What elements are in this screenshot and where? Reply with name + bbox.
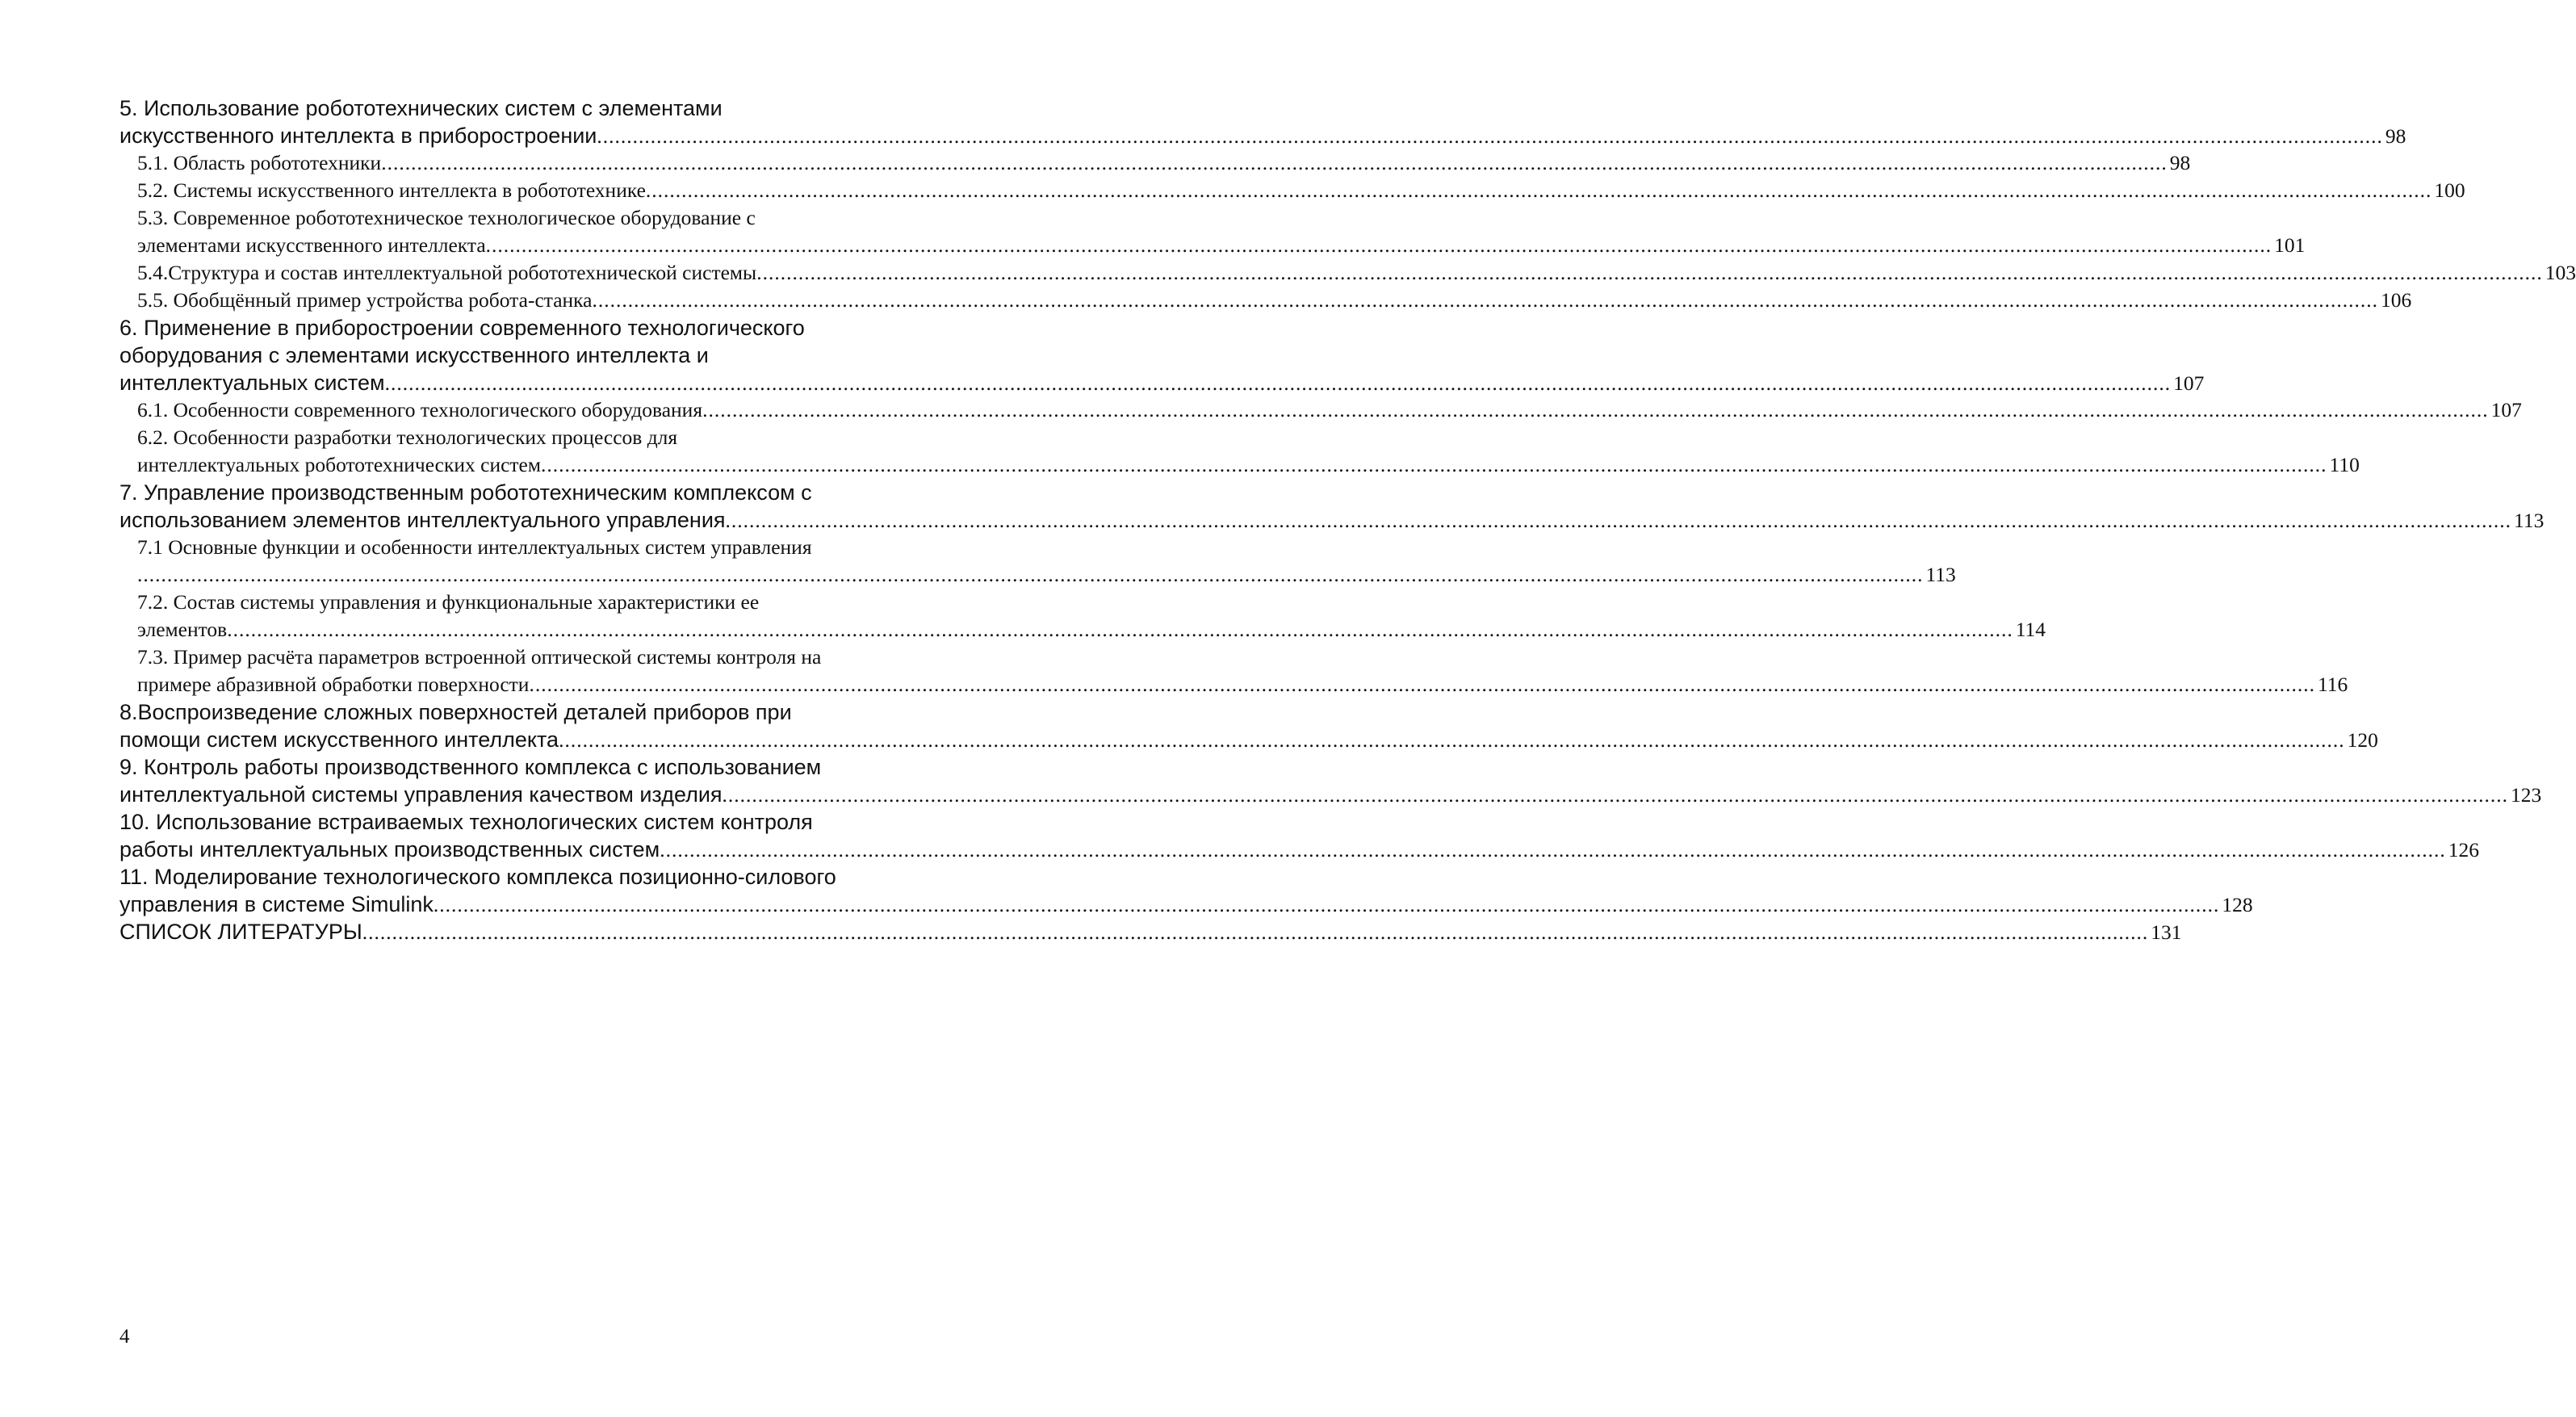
toc-page-number: 101 bbox=[2274, 233, 2306, 257]
dot-leader: ............................................................................................................................................................................................................................................................................................................ bbox=[660, 838, 2446, 862]
toc-page-number: 98 bbox=[2169, 151, 2191, 174]
toc-entry-title: интеллектуальной системы управления качеством изделия bbox=[119, 782, 723, 807]
toc-entry-title: помощи систем искусственного интеллекта bbox=[119, 727, 559, 752]
toc-page-number: 113 bbox=[1925, 563, 1956, 586]
toc-entry[interactable] bbox=[119, 753, 2542, 808]
toc-entry-last-line bbox=[119, 781, 2542, 808]
toc-entry-last-line bbox=[137, 149, 2191, 177]
toc-entry-last-line bbox=[137, 561, 1956, 589]
toc-page-number: 123 bbox=[2511, 783, 2542, 807]
dot-leader: ............................................................................................................................................................................................................................................................................................................ bbox=[559, 728, 2345, 752]
toc-entry[interactable] bbox=[119, 177, 2465, 204]
toc-entry[interactable] bbox=[119, 149, 2191, 177]
dot-leader: ............................................................................................................................................................................................................................................................................................................ bbox=[485, 233, 2272, 257]
toc-entry-title: 5.5. Обобщённый пример устройства робота-станка bbox=[137, 288, 593, 312]
toc-entry-title: элементами искусственного интеллекта bbox=[137, 233, 486, 257]
toc-entry[interactable] bbox=[119, 644, 2348, 698]
toc-entry[interactable] bbox=[119, 94, 2406, 149]
toc-entry-last-line bbox=[119, 726, 2378, 753]
dot-leader: ............................................................................................................................................................................................................................................................................................................ bbox=[592, 288, 2379, 312]
dot-leader: ............................................................................................................................................................................................................................................................................................................ bbox=[756, 261, 2543, 284]
toc-entry-title-line: 7.3. Пример расчёта параметров встроенной оптической системы контроля на bbox=[137, 645, 822, 669]
dot-leader: ............................................................................................................................................................................................................................................................................................................ bbox=[725, 509, 2512, 532]
toc-entry-last-line bbox=[119, 122, 2406, 149]
toc-entry-last-line bbox=[137, 287, 2412, 314]
toc-entry-title: 5.1. Область робототехники bbox=[137, 151, 382, 174]
toc-entry-title: 5.2. Системы искусственного интеллекта в робототехнике bbox=[137, 178, 646, 202]
toc-page-number: 131 bbox=[2151, 920, 2182, 944]
toc-entry-last-line bbox=[137, 671, 2348, 698]
dot-leader: ............................................................................................................................................................................................................................................................................................................ bbox=[227, 618, 2013, 641]
toc-entry-last-line bbox=[137, 451, 2360, 479]
toc-entry-title-line: 8.Воспроизведение сложных поверхностей деталей приборов при bbox=[119, 700, 792, 724]
toc-entry[interactable] bbox=[119, 204, 2306, 259]
toc-entry-last-line bbox=[137, 259, 2576, 287]
toc-entry[interactable] bbox=[119, 534, 1956, 589]
dot-leader: ............................................................................................................................................................................................................................................................................................................ bbox=[722, 783, 2509, 807]
toc-entry-title: использованием элементов интеллектуального управления bbox=[119, 508, 726, 532]
toc-entry[interactable] bbox=[119, 589, 2046, 644]
toc-entry-last-line bbox=[119, 836, 2479, 863]
toc-entry-title-line: 7.2. Состав системы управления и функциональные характеристики ее bbox=[137, 590, 760, 614]
toc-entry[interactable] bbox=[119, 424, 2360, 479]
toc-page-number: 98 bbox=[2385, 124, 2406, 148]
dot-leader: ............................................................................................................................................................................................................................................................................................................ bbox=[362, 920, 2149, 944]
toc-page-number: 110 bbox=[2329, 453, 2360, 476]
toc-page-number: 114 bbox=[2015, 618, 2046, 641]
toc-entry-title-line: 10. Использование встраиваемых технологических систем контроля bbox=[119, 810, 813, 834]
toc-entry[interactable] bbox=[119, 259, 2576, 287]
dot-leader: ............................................................................................................................................................................................................................................................................................................ bbox=[384, 371, 2172, 395]
dot-leader: ............................................................................................................................................................................................................................................................................................................ bbox=[541, 453, 2327, 476]
toc-entry-title: управления в системе Simulink bbox=[119, 892, 434, 916]
toc-page-number: 113 bbox=[2514, 509, 2545, 532]
toc-entry-last-line bbox=[119, 369, 2205, 396]
dot-leader: ............................................................................................................................................................................................................................................................................................................ bbox=[645, 178, 2432, 202]
toc-entry-last-line bbox=[137, 616, 2046, 644]
toc-page-number: 107 bbox=[2173, 371, 2205, 395]
toc-entry-last-line bbox=[137, 396, 2522, 424]
toc-entry-title: СПИСОК ЛИТЕРАТУРЫ bbox=[119, 920, 362, 944]
toc-page-number: 128 bbox=[2222, 893, 2253, 916]
toc-page-number: 120 bbox=[2347, 728, 2378, 752]
dot-leader: ............................................................................................................................................................................................................................................................................................................ bbox=[433, 893, 2220, 916]
toc-page-number: 116 bbox=[2317, 673, 2348, 696]
toc-entry[interactable] bbox=[119, 314, 2205, 396]
dot-leader: ............................................................................................................................................................................................................................................................................................................ bbox=[529, 673, 2315, 696]
toc-entry-last-line bbox=[119, 891, 2253, 918]
toc-entry-last-line bbox=[119, 506, 2545, 534]
toc-entry-title-line: 11. Моделирование технологического комплекса позиционно-силового bbox=[119, 865, 836, 889]
dot-leader: ............................................................................................................................................................................................................................................................................................................ bbox=[137, 563, 1924, 586]
toc-page-number: 103 bbox=[2545, 261, 2576, 284]
toc-entry-title: искусственного интеллекта в приборостроении bbox=[119, 124, 597, 148]
toc-entry[interactable] bbox=[119, 808, 2479, 863]
toc-entry-title: 5.4.Структура и состав интеллектуальной робототехнической системы bbox=[137, 261, 757, 284]
dot-leader: ............................................................................................................................................................................................................................................................................................................ bbox=[381, 151, 2168, 174]
toc-entry-title-line: 7. Управление производственным робототехническим комплексом с bbox=[119, 480, 812, 505]
table-of-contents bbox=[119, 94, 2576, 945]
dot-leader: ............................................................................................................................................................................................................................................................................................................ bbox=[597, 124, 2383, 148]
toc-entry-title-line: 5. Использование робототехнических систем с элементами bbox=[119, 96, 723, 120]
toc-entry-title-line: 6. Применение в приборостроении современного технологического bbox=[119, 316, 805, 340]
page-number: 4 bbox=[119, 1326, 130, 1348]
toc-entry-last-line bbox=[137, 232, 2306, 259]
toc-entry-title: интеллектуальных робототехнических систем bbox=[137, 453, 542, 476]
toc-page-number: 106 bbox=[2381, 288, 2412, 312]
toc-entry-title-line: 6.2. Особенности разработки технологических процессов для bbox=[137, 426, 678, 449]
toc-entry-title: элементов bbox=[137, 618, 228, 641]
toc-entry-last-line bbox=[137, 177, 2465, 204]
toc-page-number: 100 bbox=[2434, 178, 2465, 202]
toc-page-number: 107 bbox=[2490, 398, 2522, 421]
toc-entry[interactable] bbox=[119, 918, 2182, 945]
toc-entry[interactable] bbox=[119, 287, 2412, 314]
toc-entry-last-line bbox=[119, 918, 2182, 945]
toc-entry-title: интеллектуальных систем bbox=[119, 371, 385, 395]
toc-entry-title-line: 5.3. Современное робототехническое технологическое оборудование с bbox=[137, 206, 756, 229]
toc-entry[interactable] bbox=[119, 863, 2253, 918]
toc-page-number: 126 bbox=[2448, 838, 2479, 862]
toc-entry[interactable] bbox=[119, 396, 2522, 424]
toc-entry-title-line: 9. Контроль работы производственного комплекса с использованием bbox=[119, 755, 822, 779]
toc-entry[interactable] bbox=[119, 479, 2545, 534]
dot-leader: ............................................................................................................................................................................................................................................................................................................ bbox=[702, 398, 2489, 421]
toc-entry-title: примере абразивной обработки поверхности bbox=[137, 673, 530, 696]
toc-entry[interactable] bbox=[119, 698, 2378, 753]
toc-entry-title: 6.1. Особенности современного технологического оборудования bbox=[137, 398, 703, 421]
toc-entry-title: работы интеллектуальных производственных систем bbox=[119, 837, 660, 862]
toc-entry-title-line: 7.1 Основные функции и особенности интеллектуальных систем управления bbox=[137, 535, 812, 559]
toc-entry-title-line: оборудования с элементами искусственного интеллекта и bbox=[119, 343, 709, 367]
